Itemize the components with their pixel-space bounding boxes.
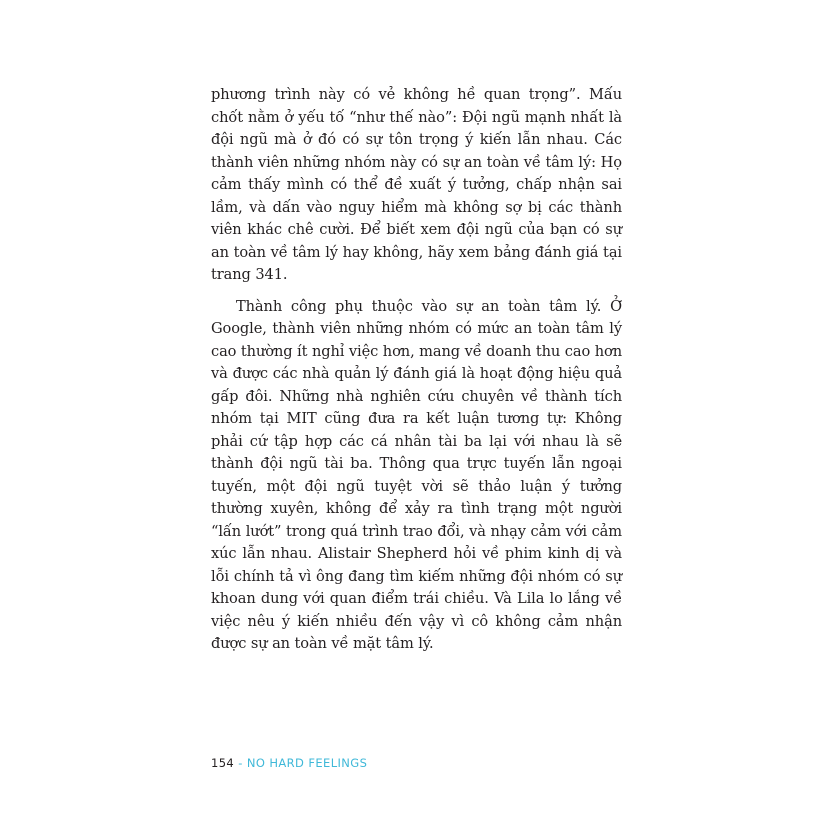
body-text xyxy=(211,84,622,656)
paragraph-1: phương trình này có vẻ không hề quan trọng”. Mấu chốt nằm ở yếu tố “như thế nào”: Đội ngũ mạnh nhất là đội ngũ mà ở đó có sự tôn trọng ý kiến lẫn nhau. Các thành viên những nhóm này có sự an toàn về tâm lý: Họ cảm thấy mình có thể đề xuất ý tưởng, chấp nhận sai lầm, và dấn vào nguy hiểm mà không sợ bị các thành viên khác chê cười. Để biết xem đội ngũ của bạn có sự an toàn về tâm lý hay không, hãy xem bảng đánh giá tại trang 341. xyxy=(211,86,622,283)
page-footer xyxy=(211,756,367,770)
paragraph-2: Thành công phụ thuộc vào sự an toàn tâm lý. Ở Google, thành viên những nhóm có mức an toàn tâm lý cao thường ít nghỉ việc hơn, mang về doanh thu cao hơn và được các nhà quản lý đánh giá là hoạt động hiệu quả gấp đôi. Những nhà nghiên cứu chuyên về thành tích nhóm tại MIT cũng đưa ra kết luận tương tự: Không phải cứ tập hợp các cá nhân tài ba lại với nhau là sẽ thành đội ngũ tài ba. Thông qua trực tuyến lẫn ngoại tuyến, một đội ngũ tuyệt vời sẽ thảo luận ý tưởng thường xuyên, không để xảy ra tình trạng một người “lấn lướt” trong quá trình trao đổi, và nhạy cảm với cảm xúc lẫn nhau. Alistair Shepherd hỏi về phim kinh dị và lỗi chính tả vì ông đang tìm kiếm những đội nhóm có sự khoan dung với quan điểm trái chiều. Và Lila lo lắng về việc nêu ý kiến nhiều đến vậy vì cô không cảm nhận được sự an toàn về mặt tâm lý. xyxy=(211,297,622,652)
page-number: 154 xyxy=(211,756,235,770)
running-title: NO HARD FEELINGS xyxy=(246,756,368,770)
footer-separator: - xyxy=(234,756,247,770)
